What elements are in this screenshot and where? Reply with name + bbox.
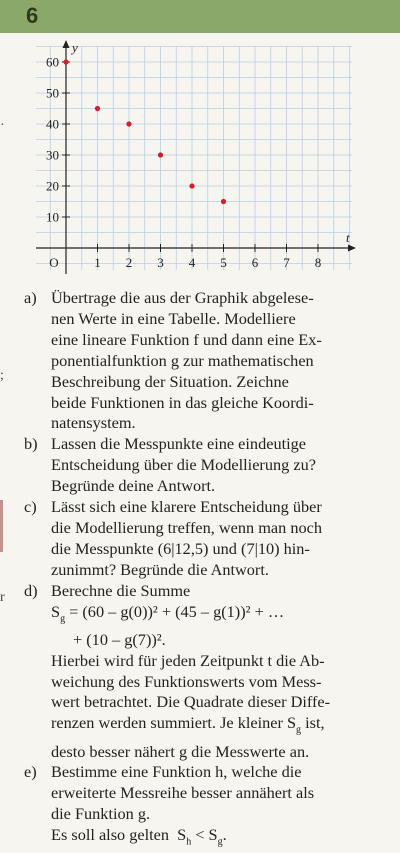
exercise-number: 6 — [26, 3, 39, 28]
task-line: wert betrachtet. Die Quadrate dieser Diffe- — [51, 692, 331, 712]
task-list — [24, 288, 384, 853]
formula-subscript: g — [60, 612, 66, 624]
task-label: b) — [24, 434, 38, 454]
task-line-text: ist, — [301, 713, 325, 733]
task-line: weichung des Funktionswerts vom Mess- — [51, 671, 322, 691]
x-tick-label: 1 — [94, 255, 101, 270]
margin-fragment: · — [0, 118, 5, 133]
data-point — [126, 121, 131, 126]
margin-fragment: r — [0, 590, 5, 605]
sum-formula — [51, 602, 384, 630]
x-axis-label: t — [346, 230, 350, 245]
x-tick-label: 7 — [283, 255, 290, 270]
data-point — [189, 183, 194, 188]
data-point — [95, 106, 100, 111]
task-line: Beschreibung der Situation. Zeichne — [51, 371, 289, 391]
margin-fragment: ; — [0, 368, 4, 383]
y-tick-label: 30 — [46, 147, 59, 163]
task-label: e) — [24, 762, 37, 782]
task-line: Lässt sich eine klarere Entscheidung über — [51, 497, 322, 517]
task-line: die Messpunkte (6|12,5) und (7|10) hin- — [51, 538, 310, 558]
x-tick-label: 2 — [125, 255, 133, 270]
y-tick-label: 40 — [46, 116, 59, 132]
task-label: a) — [24, 288, 37, 307]
task-label: c) — [24, 497, 37, 517]
formula-subscript: h — [186, 836, 192, 848]
task-line: nen Werte in eine Tabelle. Modelliere — [51, 308, 296, 328]
task-line — [51, 713, 384, 741]
data-point — [158, 152, 163, 157]
x-tick-label: 4 — [188, 255, 196, 270]
scatter-chart — [30, 38, 360, 278]
task-c — [24, 497, 384, 581]
data-point — [63, 59, 68, 64]
task-line: Entscheidung über die Modellierung zu? — [51, 455, 316, 475]
formula-symbol: S — [51, 601, 61, 621]
x-tick-label: 3 — [157, 255, 164, 270]
task-line: zunimmt? Begründe die Antwort. — [51, 559, 269, 579]
formula-subscript: g — [217, 836, 223, 848]
task-line: Hierbei wird für jeden Zeitpunkt t die Ab- — [51, 650, 325, 670]
task-line: Lassen die Messpunkte eine eindeutige — [51, 434, 306, 454]
y-tick-label: 20 — [46, 178, 59, 194]
task-line: Begründe deine Antwort. — [51, 476, 216, 496]
task-e — [24, 762, 384, 853]
x-tick-label: 6 — [251, 255, 259, 270]
x-tick-label: 8 — [314, 255, 322, 270]
task-b — [24, 434, 384, 497]
formula-text: . — [222, 825, 227, 845]
y-tick-label: 10 — [46, 209, 59, 225]
task-line: ponentialfunktion g zur mathematischen — [51, 350, 314, 370]
task-line: desto besser nähert g die Messwerte an. — [51, 741, 310, 761]
exercise-header — [0, 0, 400, 33]
sum-formula-continued: + (10 – g(7))². — [73, 629, 166, 649]
data-point — [221, 199, 226, 204]
formula-text: < S — [191, 825, 218, 845]
x-axis-arrow — [348, 245, 356, 252]
y-axis-label: y — [72, 40, 78, 55]
task-line-text: Es soll also gelten S — [51, 825, 187, 845]
task-line: erweiterte Messreihe besser annähert als — [51, 783, 315, 803]
task-d — [24, 581, 384, 763]
condition-line — [51, 825, 384, 853]
margin-marker — [0, 500, 3, 552]
task-line-text: renzen werden summiert. Je kleiner S — [51, 713, 297, 733]
y-tick-label: 60 — [46, 54, 59, 70]
y-axis-arrow — [63, 40, 70, 48]
task-line: Übertrage die aus der Graphik abgelese- — [51, 288, 314, 307]
x-tick-label: 5 — [220, 255, 227, 270]
task-line: Berechne die Summe — [51, 580, 191, 600]
formula-subscript: g — [296, 724, 302, 736]
task-line: die Modellierung treffen, wenn man noch — [51, 517, 322, 537]
task-line: Bestimme eine Funktion h, welche die — [51, 762, 302, 782]
task-line: die Funktion g. — [51, 804, 151, 824]
task-line: natensystem. — [51, 413, 136, 433]
y-tick-label: 50 — [46, 85, 59, 101]
task-line: beide Funktionen in das gleiche Koordi- — [51, 392, 314, 412]
formula-text: = (60 – g(0))² + (45 – g(1))² + … — [65, 601, 285, 621]
origin-label: O — [49, 255, 59, 270]
task-line: eine lineare Funktion f und dann eine Ex- — [51, 329, 322, 349]
task-label: d) — [24, 580, 38, 600]
task-a — [24, 288, 384, 434]
